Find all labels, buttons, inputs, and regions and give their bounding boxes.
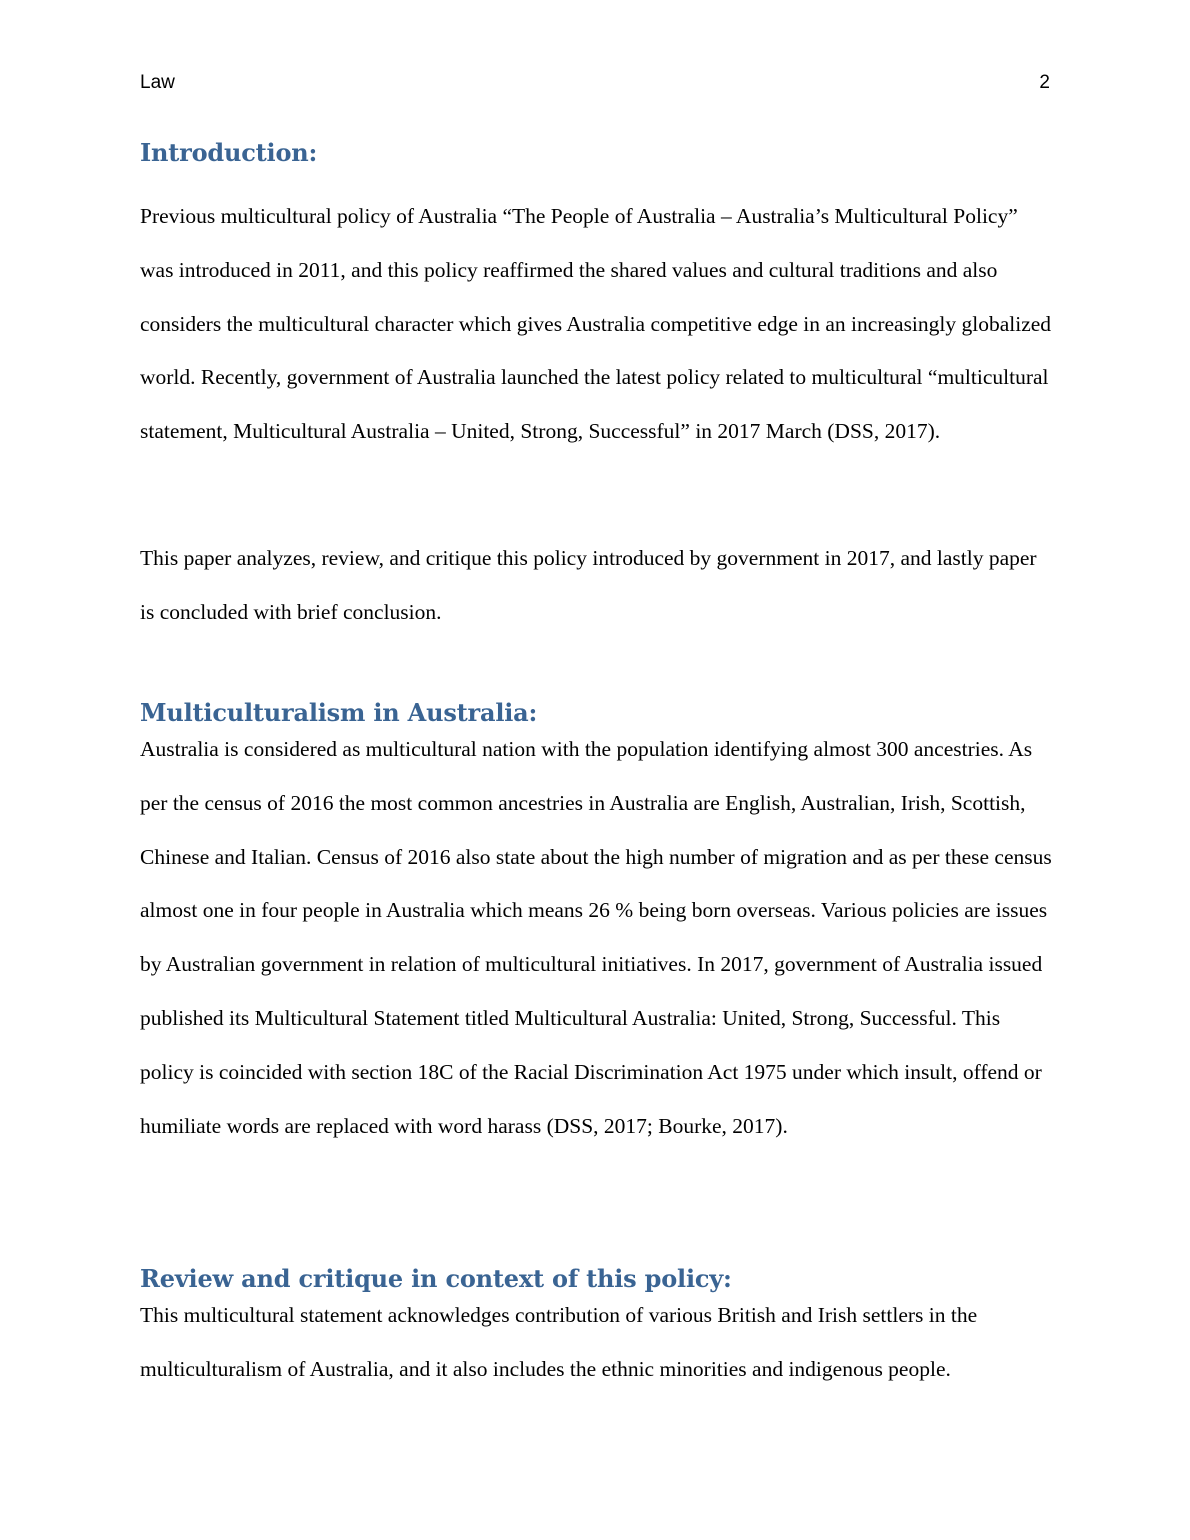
page-number: 2 [1039, 72, 1050, 93]
heading-multiculturalism: Multiculturalism in Australia: [140, 698, 538, 727]
paragraph-introduction-2: This paper analyzes, review, and critique this policy introduced by government in 2017, and lastly paper is concluded with brief conclusion. [140, 546, 1037, 624]
heading-introduction: Introduction: [140, 138, 318, 167]
heading-review: Review and critique in context of this policy: [140, 1264, 732, 1293]
paragraph-multiculturalism-1: Australia is considered as multicultural nation with the population identifying almost 300 ancestries. As per the census of 2016 the most common ancestries in Australia are English, Australian, Irish, Scottish, Chinese and Italian. Census of 2016 also state about the high number of migration and as per these census almost one in four people in Australia which means 26 % being born overseas. Various policies are issues by Australian government in relation of multicultural initiatives. In 2017, government of Australia issued published its Multicultural Statement titled Multicultural Australia: United, Strong, Successful. This policy is coincided with section 18C of the Racial Discrimination Act 1975 under which insult, offend or humiliate words are replaced with word harass (DSS, 2017; Bourke, 2017). [140, 737, 1052, 1138]
running-head: Law [140, 72, 175, 93]
paragraph-introduction-1: Previous multicultural policy of Australia “The People of Australia – Australia’s Multicultural Policy” was introduced in 2011, and this policy reaffirmed the shared values and cultural traditions and also considers the multicultural character which gives Australia competitive edge in an increasingly globalized world. Recently, government of Australia launched the latest policy related to multicultural “multicultural statement, Multicultural Australia – United, Strong, Successful” in 2017 March (DSS, 2017). [140, 204, 1052, 444]
paragraph-review-1: This multicultural statement acknowledges contribution of various British and Irish settlers in the multiculturalism of Australia, and it also includes the ethnic minorities and indigenous people. [140, 1303, 978, 1381]
